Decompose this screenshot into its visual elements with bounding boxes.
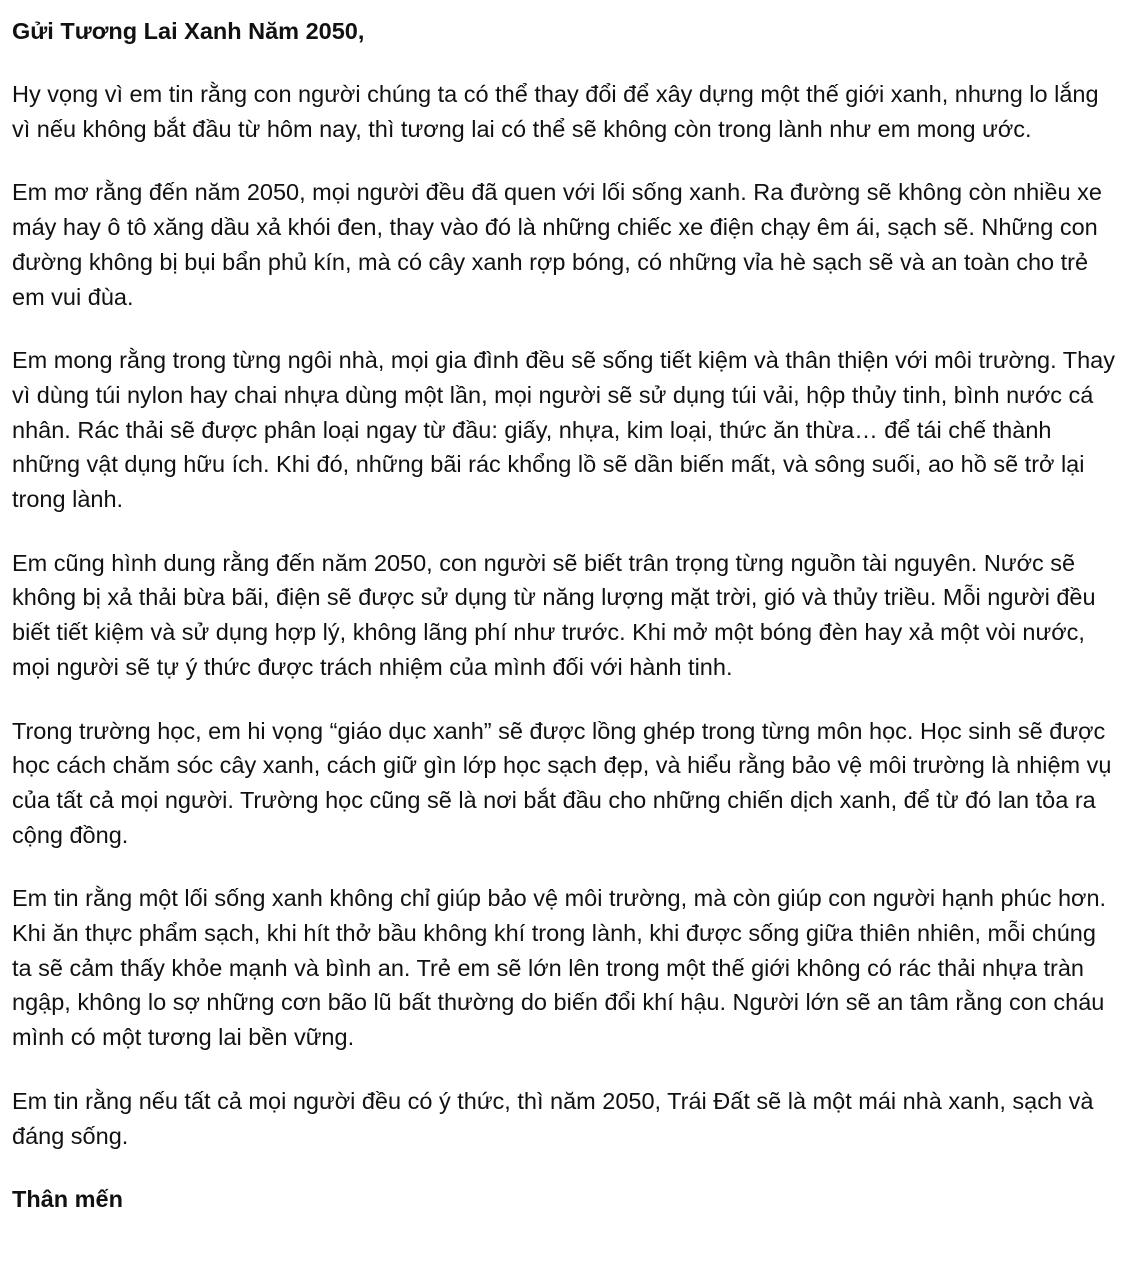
letter-paragraph: Em cũng hình dung rằng đến năm 2050, con người sẽ biết trân trọng từng nguồn tài nguyên. Nước sẽ không bị xả thải bừa bãi, điện sẽ được sử dụng từ năng lượng mặt trời, gió và thủy triều. Mỗi người đều biết tiết kiệm và sử dụng hợp lý, không lãng phí như trước. Khi mở một bóng đèn hay xả một vòi nước, mọi người sẽ tự ý thức được trách nhiệm của mình đối với hành tinh. [12,549,1096,680]
letter-paragraph: Em tin rằng nếu tất cả mọi người đều có ý thức, thì năm 2050, Trái Đất sẽ là một mái nhà xanh, sạch và đáng sống. [12,1087,1094,1149]
letter-signoff: Thân mến [12,1186,123,1213]
letter-greeting: Gửi Tương Lai Xanh Năm 2050, [12,18,365,44]
letter-paragraph: Em mong rằng trong từng ngôi nhà, mọi gia đình đều sẽ sống tiết kiệm và thân thiện với môi trường. Thay vì dùng túi nylon hay chai nhựa dùng một lần, mọi người sẽ sử dụng túi vải, hộp thủy tinh, bình nước cá nhân. Rác thải sẽ được phân loại ngay từ đầu: giấy, nhựa, kim loại, thức ăn thừa… để tái chế thành những vật dụng hữu ích. Khi đó, những bãi rác khổng lồ sẽ dần biến mất, và sông suối, ao hồ sẽ trở lại trong lành. [12,347,1115,513]
letter-paragraph: Em mơ rằng đến năm 2050, mọi người đều đã quen với lối sống xanh. Ra đường sẽ không còn nhiều xe máy hay ô tô xăng dầu xả khói đen, thay vào đó là những chiếc xe điện chạy êm ái, sạch sẽ. Những con đường không bị bụi bẩn phủ kín, mà có cây xanh rợp bóng, có những vỉa hè sạch sẽ và an toàn cho trẻ em vui đùa. [12,179,1102,310]
letter-paragraph: Trong trường học, em hi vọng “giáo dục xanh” sẽ được lồng ghép trong từng môn học. Học sinh sẽ được học cách chăm sóc cây xanh, cách giữ gìn lớp học sạch đẹp, và hiểu rằng bảo vệ môi trường là nhiệm vụ của tất cả mọi người. Trường học cũng sẽ là nơi bắt đầu cho những chiến dịch xanh, để từ đó lan tỏa ra cộng đồng. [12,717,1112,848]
letter-paragraph: Em tin rằng một lối sống xanh không chỉ giúp bảo vệ môi trường, mà còn giúp con người hạnh phúc hơn. Khi ăn thực phẩm sạch, khi hít thở bầu không khí trong lành, khi được sống giữa thiên nhiên, mỗi chúng ta sẽ cảm thấy khỏe mạnh và bình an. Trẻ em sẽ lớn lên trong một thế giới không có rác thải nhựa tràn ngập, không lo sợ những cơn bão lũ bất thường do biến đổi khí hậu. Người lớn sẽ an tâm rằng con cháu mình có một tương lai bền vững. [12,885,1107,1051]
letter-paragraph: Hy vọng vì em tin rằng con người chúng ta có thể thay đổi để xây dựng một thế giới xanh, nhưng lo lắng vì nếu không bắt đầu từ hôm nay, thì tương lai có thể sẽ không còn trong lành như em mong ước. [12,81,1099,142]
